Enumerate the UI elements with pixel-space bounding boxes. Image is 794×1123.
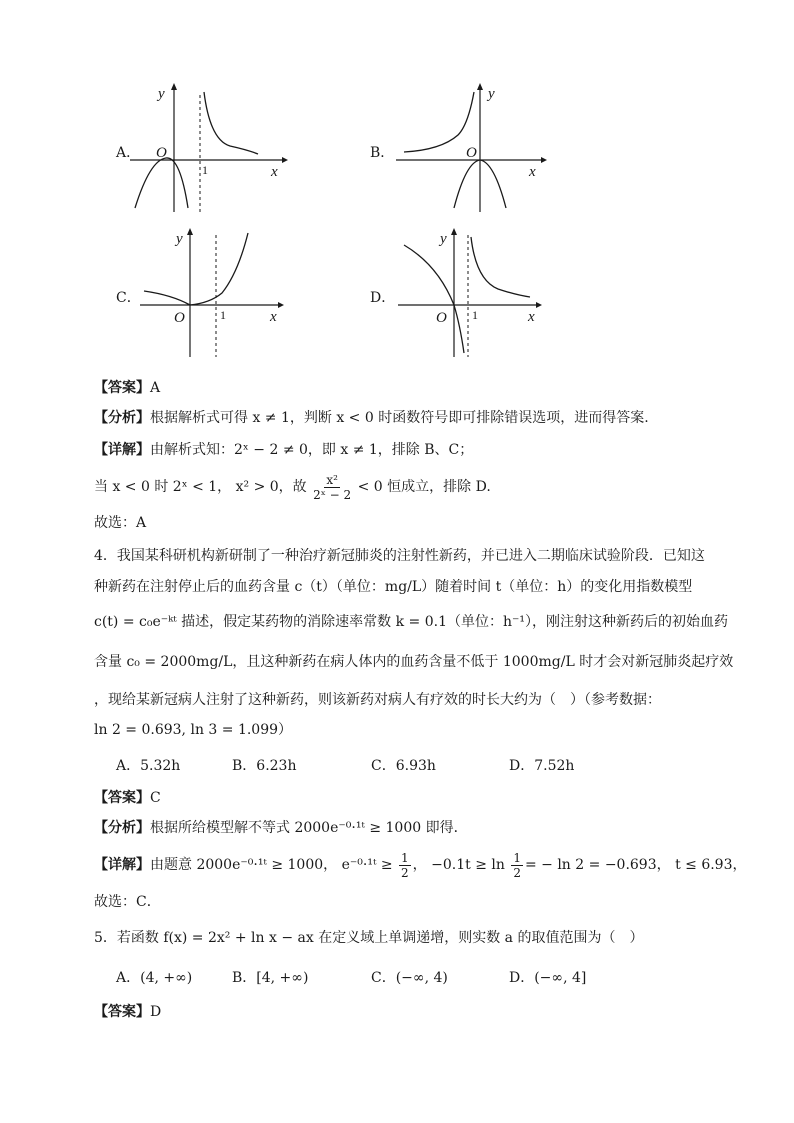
q3-choose: 故选：A bbox=[94, 515, 147, 531]
q5-option-c: C．(−∞, 4) bbox=[371, 970, 448, 986]
q3-analysis: 【分析】根据解析式可得 x ≠ 1，判断 x < 0 时函数符号即可排除错误选项，进而得答案. bbox=[94, 410, 649, 426]
graph-b-origin-label: O bbox=[466, 145, 477, 161]
q4-option-d: D．7.52h bbox=[509, 758, 575, 774]
q5-option-d: D．(−∞, 4] bbox=[509, 970, 587, 986]
option-d-label: D． bbox=[370, 290, 396, 306]
q3-detail: 【详解】由解析式知：2ˣ − 2 ≠ 0，即 x ≠ 1，排除 B、C； bbox=[94, 442, 474, 458]
q4-half-fraction-2: $\frac{1}{2}$ bbox=[513, 850, 521, 880]
q4-option-a: A．5.32h bbox=[116, 758, 181, 774]
graph-d-one-label: 1 bbox=[472, 308, 478, 322]
graph-a-y-label: y bbox=[158, 86, 165, 102]
graph-d-origin-label: O bbox=[436, 310, 447, 326]
q4-analysis: 【分析】根据所给模型解不等式 2000e⁻⁰·¹ᵗ ≥ 1000 即得． bbox=[94, 820, 468, 836]
q4-options bbox=[116, 755, 716, 775]
q5-option-b: B．[4, +∞) bbox=[232, 970, 309, 986]
q5-options bbox=[116, 967, 716, 987]
q3-answer: 【答案】A bbox=[94, 380, 161, 396]
q4-answer: 【答案】C bbox=[94, 790, 161, 806]
q4-half-fraction-1: $\frac{1}{2}$ bbox=[401, 850, 409, 880]
q3-detail-2: 当 x < 0 时 2ˣ < 1， x² > 0，故 $\frac{\text{x²}}{\text{2ˣ − 2}}$ < 0 恒成立，排除 D. bbox=[94, 472, 491, 502]
graph-a bbox=[130, 80, 290, 219]
q5-answer: 【答案】D bbox=[94, 1004, 162, 1020]
graph-a-x-label: x bbox=[271, 164, 278, 180]
option-c-label: C． bbox=[116, 290, 141, 306]
q4-line-5: ，现给某新冠病人注射了这种新药，则该新药对病人有疗效的时长大约为（ ）（参考数据： bbox=[94, 692, 661, 708]
q4-line-3: c(t) = c₀e⁻ᵏᵗ 描述，假定某药物的消除速率常数 k = 0.1（单位：h⁻¹），刚注射这种新药后的初始血药 bbox=[94, 614, 729, 630]
graph-a-origin-label: O bbox=[156, 145, 167, 161]
q4-choose: 故选：C． bbox=[94, 894, 161, 910]
graph-c bbox=[140, 225, 290, 364]
q4-option-b: B．6.23h bbox=[232, 758, 297, 774]
graph-c-y-label: y bbox=[176, 231, 183, 247]
graph-b-x-label: x bbox=[529, 164, 536, 180]
q5-option-a: A．(4, +∞) bbox=[116, 970, 193, 986]
q4-line-4: 含量 c₀ = 2000mg/L，且这种新药在病人体内的血药含量不低于 1000mg/L 时才会对新冠肺炎起疗效 bbox=[94, 654, 734, 670]
q3-fraction: $\frac{\text{x²}}{\text{2ˣ − 2}}$ bbox=[313, 472, 352, 502]
graph-b bbox=[396, 80, 551, 219]
graph-d bbox=[398, 225, 548, 364]
graph-d-x-label: x bbox=[528, 309, 535, 325]
q4-line-2: 种新药在注射停止后的血药含量 c（t）（单位：mg/L）随着时间 t（单位：h）的变化用指数模型 bbox=[94, 579, 693, 595]
q4-detail: 【详解】由题意 2000e⁻⁰·¹ᵗ ≥ 1000， e⁻⁰·¹ᵗ ≥ $\frac{1}{2}$ ， −0.1t ≥ ln $\frac{1}{2}$ = − ln 2 = −0.693， t ≤ 6.93， bbox=[94, 850, 747, 880]
graph-c-x-label: x bbox=[270, 309, 277, 325]
graph-c-origin-label: O bbox=[174, 310, 185, 326]
option-b-label: B． bbox=[370, 145, 395, 161]
graph-c-one-label: 1 bbox=[220, 308, 226, 322]
option-a-label: A． bbox=[116, 145, 141, 161]
q4-line-1: 4．我国某科研机构新研制了一种治疗新冠肺炎的注射性新药，并已进入二期临床试验阶段．已知这 bbox=[94, 548, 705, 564]
graph-b-y-label: y bbox=[488, 86, 495, 102]
q4-line-6: ln 2 = 0.693, ln 3 = 1.099） bbox=[94, 722, 293, 738]
graph-d-y-label: y bbox=[440, 231, 447, 247]
q4-option-c: C．6.93h bbox=[371, 758, 436, 774]
graph-a-one-label: 1 bbox=[202, 163, 208, 177]
q5-line-1: 5．若函数 f(x) = 2x² + ln x − ax 在定义域上单调递增，则实数 a 的取值范围为（ ） bbox=[94, 930, 644, 946]
